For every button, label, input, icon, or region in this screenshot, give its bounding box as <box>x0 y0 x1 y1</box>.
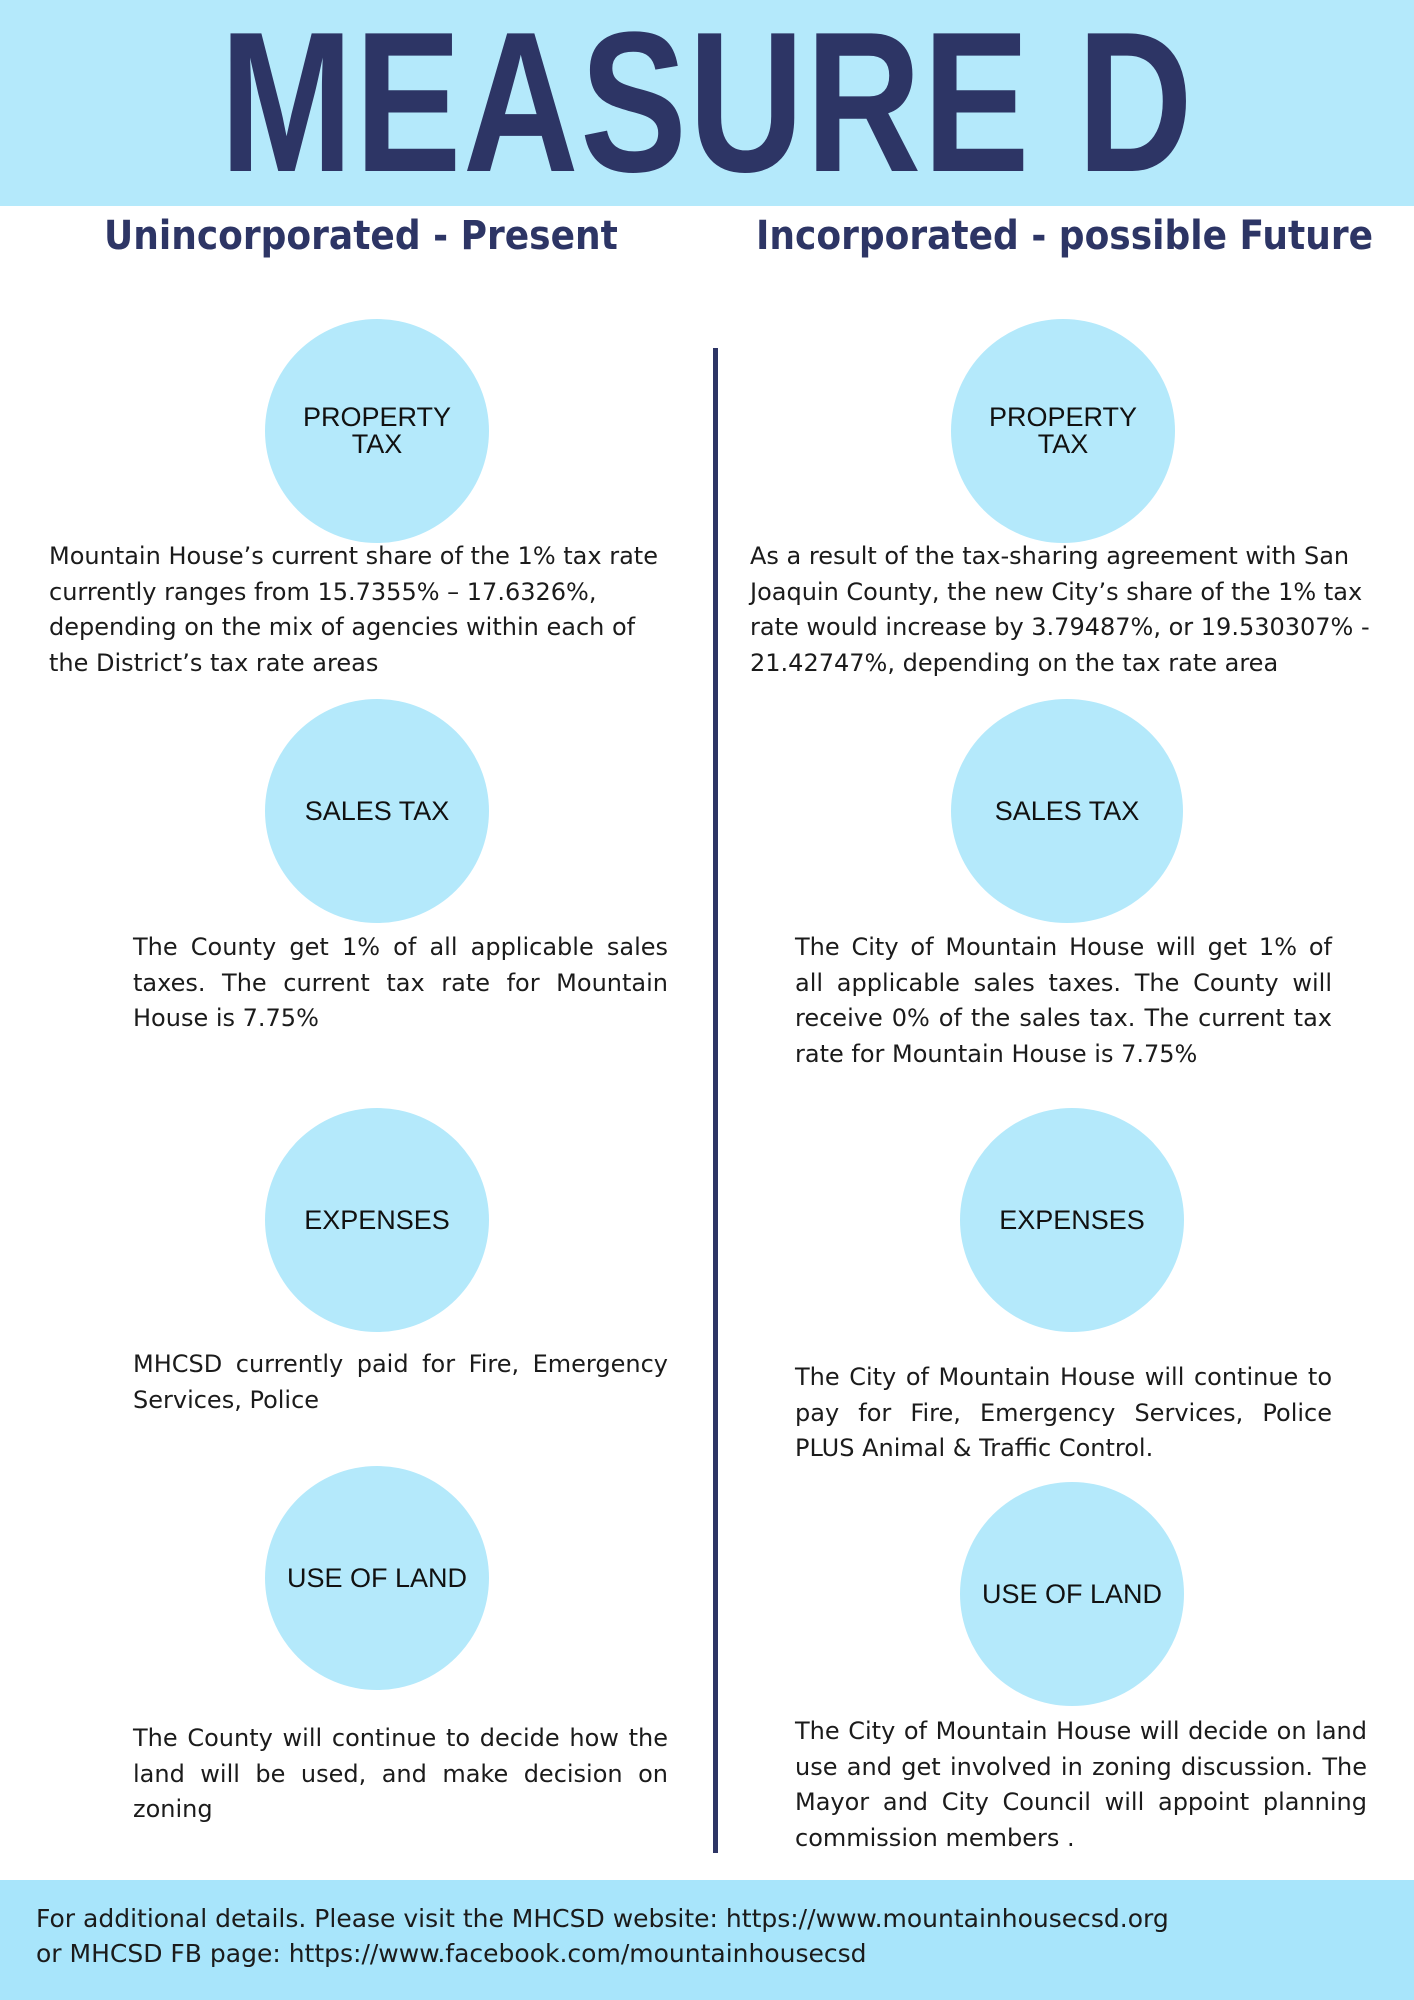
right-use-of-land-label: USE OF LAND <box>981 1578 1163 1609</box>
left-property-tax-circle <box>265 319 489 543</box>
column-divider <box>713 348 718 1853</box>
left-column-heading <box>104 206 675 266</box>
left-property-tax-text: Mountain House’s current share of the 1% tax rate currently ranges from 15.7355% – 17.6326%, depending on the mix of agencies within each of the District’s tax rate areas <box>49 542 658 677</box>
left-property-tax-label-line2: TAX <box>351 429 403 459</box>
left-use-of-land-text: The County will continue to decide how the land will be used, and make decision on zoning <box>133 1724 668 1823</box>
right-property-tax-circle <box>951 319 1175 543</box>
right-sales-tax-label: SALES TAX <box>994 795 1140 826</box>
right-column-heading-text: Incorporated - possible Future <box>756 213 1373 259</box>
left-sales-tax-label: SALES TAX <box>304 795 450 826</box>
right-column-heading <box>756 206 1414 266</box>
right-property-tax-label-line2: TAX <box>1037 429 1089 459</box>
right-property-tax-text: As a result of the tax-sharing agreement with San Joaquin County, the new City’s share of the 1% tax rate would increase by 3.79487%, or 19.530307% - 21.42747%, depending on the tax rate area <box>750 542 1370 677</box>
right-expenses-circle <box>960 1108 1184 1332</box>
right-use-of-land-text: The City of Mountain House will decide on land use and get involved in zoning discussion. The Mayor and City Council will appoint planning commission members . <box>795 1717 1367 1852</box>
right-sales-tax-circle <box>951 699 1183 923</box>
right-use-of-land-circle <box>960 1482 1184 1706</box>
footer-website-line: For additional details. Please visit the MHCSD website: https://www.mountainhousecsd.org <box>36 1904 1169 1933</box>
left-property-tax-label-line1: PROPERTY <box>302 402 452 432</box>
left-sales-tax-text: The County get 1% of all applicable sales taxes. The current tax rate for Mountain House is 7.75% <box>133 933 668 1032</box>
left-expenses-label: EXPENSES <box>304 1204 450 1235</box>
page-title-text: MEASURE D <box>219 0 1195 214</box>
footer-facebook-line: or MHCSD FB page: https://www.facebook.com/mountainhousecsd <box>36 1939 867 1968</box>
right-sales-tax-text: The City of Mountain House will get 1% of all applicable sales taxes. The County will receive 0% of the sales tax. The current tax rate for Mountain House is 7.75% <box>795 933 1332 1068</box>
left-expenses-circle <box>265 1108 489 1332</box>
right-expenses-label: EXPENSES <box>999 1204 1145 1235</box>
left-column-heading-text: Unincorporated - Present <box>104 213 618 259</box>
left-use-of-land-label: USE OF LAND <box>286 1562 468 1593</box>
left-use-of-land-circle <box>265 1466 489 1690</box>
left-sales-tax-circle <box>265 699 489 923</box>
page-title <box>0 0 1414 214</box>
left-expenses-text: MHCSD currently paid for Fire, Emergency Services, Police <box>133 1350 668 1414</box>
right-expenses-text: The City of Mountain House will continue to pay for Fire, Emergency Services, Police PLUS Animal & Traffic Control. <box>795 1363 1332 1462</box>
right-property-tax-label-line1: PROPERTY <box>988 402 1138 432</box>
